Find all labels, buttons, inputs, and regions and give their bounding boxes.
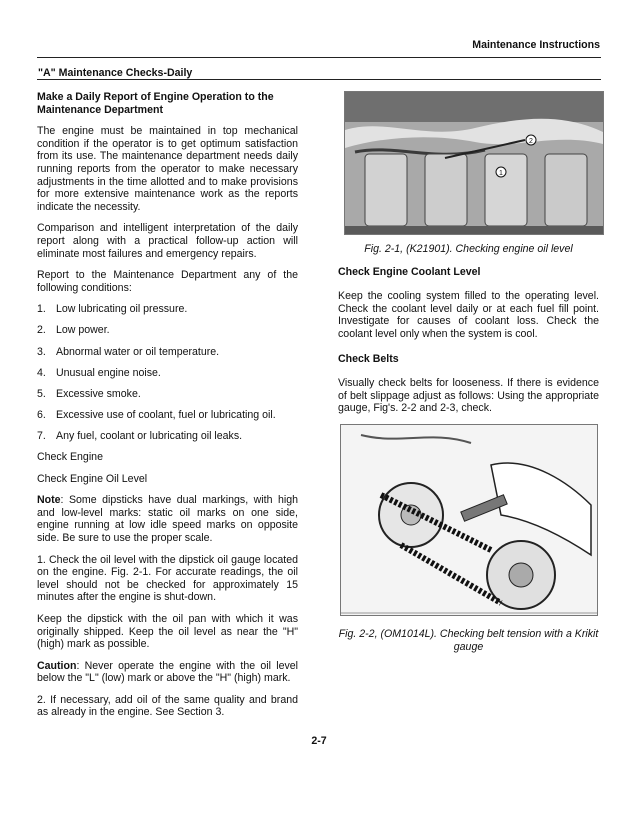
belts-heading: Check Belts (338, 352, 399, 365)
belt-tension-photo (340, 424, 598, 616)
list-item: 1. Low lubricating oil pressure. (37, 303, 188, 316)
keep-dipstick-paragraph: Keep the dipstick with the oil pan with which it was originally shipped. Keep the oil level as near the "H" (high) mark as possible. (37, 612, 298, 651)
list-item: 4. Unusual engine noise. (37, 366, 161, 379)
check-oil-level-label: Check Engine Oil Level (37, 472, 148, 485)
header-rule (37, 57, 601, 58)
paragraph-maintenance: The engine must be maintained in top mechanical condition if the operator is to get optimum satisfaction from its use. The maintenance department needs daily running reports from the operator to make necessary adjustments in the time allotted and to make provisions for more extensive maintenance work as the reports indicate the necessity. (37, 125, 298, 213)
page-number: 2-7 (311, 735, 327, 747)
conditions-list (37, 303, 298, 442)
engine-oil-photo (344, 91, 604, 235)
list-item: 6. Excessive use of coolant, fuel or lubricating oil. (37, 408, 276, 421)
list-item: 2. Low power. (37, 324, 110, 337)
callout-1: 1 (499, 170, 503, 177)
step-2-paragraph: 2. If necessary, add oil of the same quality and brand as already in the engine. See Section 3. (37, 693, 298, 719)
callout-2: 2 (529, 138, 533, 145)
coolant-paragraph: Keep the cooling system filled to the operating level. Check the coolant level daily or at each fuel fill point. Investigate for causes of coolant loss. Check the coolant level only when the system is cool. (338, 290, 599, 340)
fig-2-1-caption: Fig. 2-1, (K21901). Checking engine oil level (364, 243, 573, 255)
coolant-heading: Check Engine Coolant Level (338, 265, 481, 278)
belts-paragraph: Visually check belts for looseness. If there is evidence of belt slippage adjust as follows: Using the appropriate gauge, Fig's. 2-2 and 2-3, check. (338, 377, 599, 415)
left-column (37, 91, 298, 728)
list-item: 5. Excessive smoke. (37, 387, 141, 400)
list-item: 7. Any fuel, coolant or lubricating oil leaks. (37, 429, 243, 442)
fig-2-2-caption: Fig. 2-2, (OM1014L). Checking belt tension with a Krikit gauge (338, 627, 599, 653)
paragraph-report: Report to the Maintenance Department any of the following conditions: (37, 269, 298, 294)
belt-gauge-illustration (341, 425, 597, 615)
section-rule (37, 79, 601, 80)
paragraph-comparison: Comparison and intelligent interpretation of the daily report along with a practical follow-up action will eliminate most failures and emergency repairs. (37, 222, 298, 260)
daily-report-heading: Make a Daily Report of Engine Operation to the Maintenance Department (37, 91, 274, 116)
step-1-paragraph: 1. Check the oil level with the dipstick oil gauge located on the engine. Fig. 2-1. For accurate readings, the oil level should not be checked for approximately 15 minutes after the engine is shut-down. (37, 553, 298, 604)
check-engine-label: Check Engine (37, 450, 103, 463)
caution-paragraph: Caution: Never operate the engine with the oil level below the "L" (low) mark or above the "H" (high) mark. (37, 659, 298, 685)
engine-oil-illustration (345, 92, 603, 234)
section-title: "A" Maintenance Checks-Daily (38, 67, 193, 79)
running-header: Maintenance Instructions (472, 39, 600, 51)
right-column (338, 91, 599, 663)
note-paragraph: Note: Some dipsticks have dual markings, with high and low-level marks: static oil marks on one side, engine running at low idle speed marks on opposite side. Be sure to use the proper scale. (37, 494, 298, 544)
list-item: 3. Abnormal water or oil temperature. (37, 345, 220, 358)
